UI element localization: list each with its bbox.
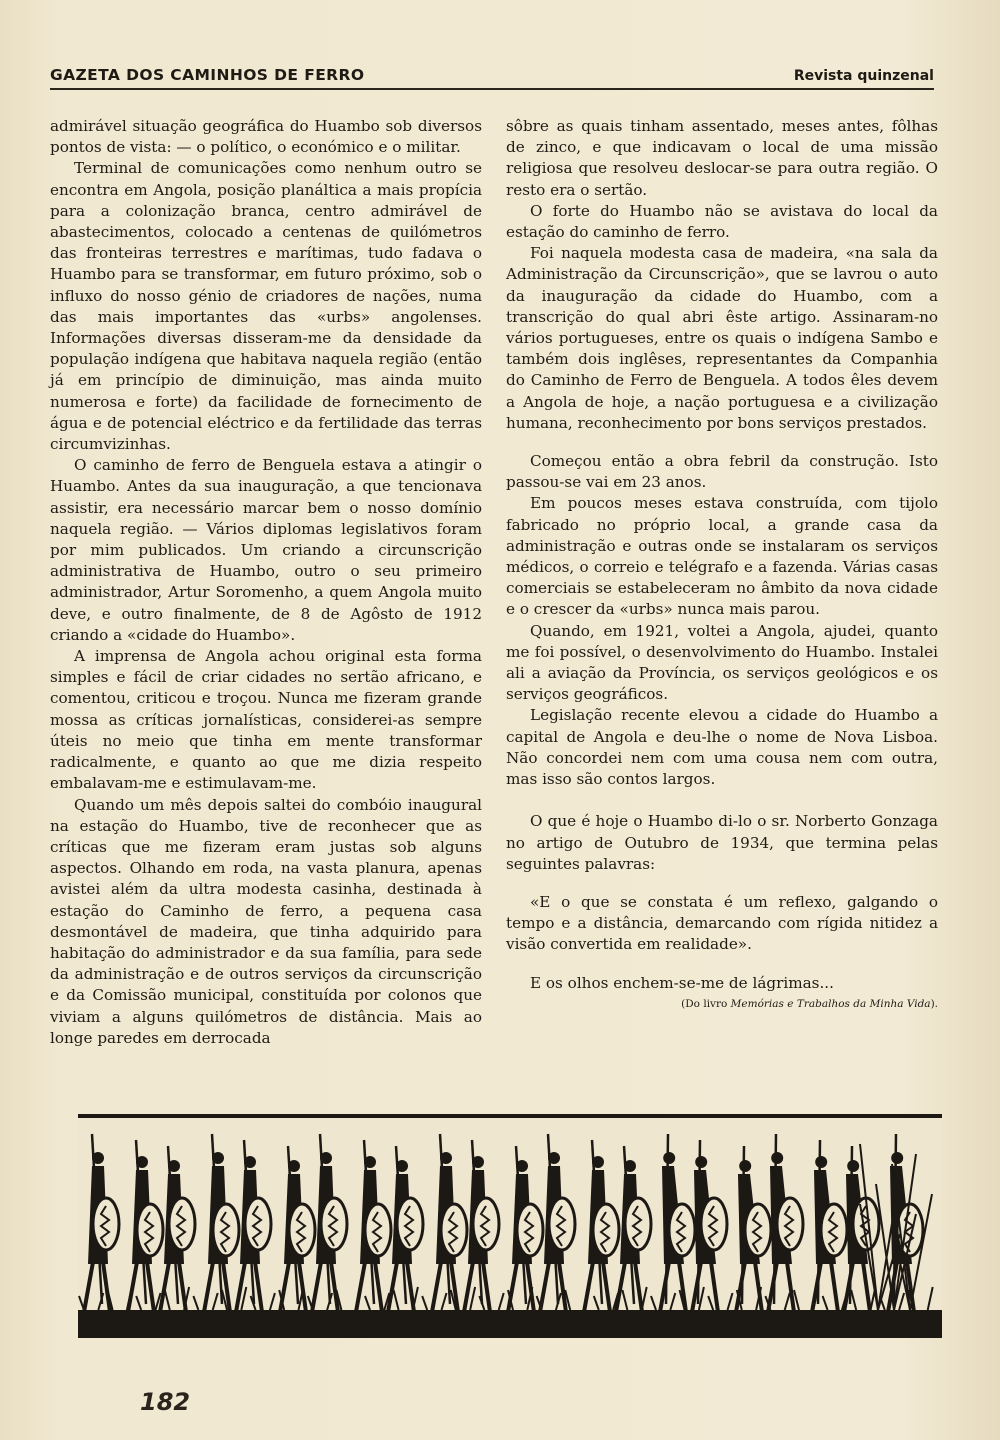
woodcut-illustration-svg [78,1114,942,1338]
spacer [506,790,938,811]
page-number: 182 [140,1388,191,1416]
right-column [506,116,938,1015]
left-column [50,116,482,1049]
paragraph: Em poucos meses estava construída, com tijolo fabricado no próprio local, a grande casa da administração e outras onde se instalaram os serviços médicos, o correio e telégrafo e a fazenda. Várias casas comerciais se estabeleceram no âmbito da nova cidade e o crescer da «urbs» nunca mais parou. [506,494,938,619]
quote-paragraph: «E o que se constata é um reflexo, galgando o tempo e a distância, demarcando com rígida nitidez a visão convertida em realidade». [506,892,938,954]
header-rule [50,88,934,90]
page-header [50,58,934,84]
spacer [506,434,938,451]
spacer [506,875,938,892]
paragraph: E os olhos enchem-se-me de lágrimas... [530,973,834,992]
journal-subtitle: Revista quinzenal [793,68,934,84]
paragraph: Terminal de comunicações como nenhum outro se encontra em Angola, posição planáltica a mais propícia para a colonização branca, centro admirável de abastecimentos, colocado a centenas de quilómetros das fronteiras terrestres e marítimas, tudo fadava o Huambo para se transformar, em futuro próximo, sob o influxo do nosso génio de criadores de nações, numa das mais importantes das «urbs» angolenses. Informações diversas disseram-me da densidade da população indígena que habitava naquela região (então já em princípio de diminuição, mas ainda muito numerosa e forte) da facilidade de fornecimento de água e de potencial eléctrico e da fertilidade das terras circumvizinhas. [50,159,482,454]
paragraph: Foi naquela modesta casa de madeira, «na sala da Administração da Circunscrição», que se lavrou o auto da inauguração da cidade do Huambo, com a transcrição do qual abri êste artigo. Assinaram-no vários portugueses, entre os quais o indígena Sambo e também dois inglêses, representantes da Companhia do Caminho de Ferro de Benguela. A todos êles devem a Angola de hoje, a nação portuguesa e a civilização humana, reconhecimento por bons serviços prestados. [506,244,938,432]
paragraph: O forte do Huambo não se avistava do local da estação do caminho de ferro. [506,201,938,242]
paragraph: O que é hoje o Huambo di-lo o sr. Norberto Gonzaga no artigo de Outubro de 1934, que termina pelas seguintes palavras: [506,812,938,873]
paragraph: Começou então a obra febril da construção. Isto passou-se vai em 23 anos. [506,452,938,492]
paragraph: Quando um mês depois saltei do combóio inaugural na estação do Huambo, tive de reconhecer que as críticas que me fizeram eram justas sob alguns aspectos. Olhando em roda, na vasta planura, apenas avistei além da ultra modesta casinha, destinada à estação do Caminho de ferro, a pequena casa desmontável de madeira, que tinha adquirido para habitação do administrador e da sua família, para sede da administração e de outros serviços da circunscrição e da Comissão municipal, constituída por colonos que viviam a alguns quilómetros de distância. Mais ao longe paredes em derrocada [50,795,482,1047]
paragraph: admirável situação geográfica do Huambo sob diversos pontos de vista: — o político, o económico e o militar. [50,117,482,157]
paragraph: Legislação recente elevou a cidade do Huambo a capital de Angola e deu-lhe o nome de Nova Lisboa. Não concordei nem com uma cousa nem com outra, mas isso são contos largos. [506,706,938,789]
source-book-title: Memórias e Trabalhos da Minha Vida [730,997,931,1010]
paragraph: sôbre as quais tinham assentado, meses antes, fôlhas de zinco, e que indicavam o local de uma missão religiosa que resolveu deslocar-se para outra região. O resto era o sertão. [506,117,938,199]
woodcut-warriors-illustration [78,1114,942,1338]
paragraph: Quando, em 1921, voltei a Angola, ajudei, quanto me foi possível, o desenvolvimento do Huambo. Instalei ali a aviação da Província, os serviços geológicos e os serviços geográficos. [506,621,938,704]
paragraph: A imprensa de Angola achou original esta forma simples e fácil de criar cidades no sertão africano, e comentou, criticou e troçou. Nunca me fizeram grande mossa as críticas jornalísticas, considerei-as sempre úteis no meio que tinha em mente transformar radicalmente, e quanto ao que me dizia respeito embalavam-me e estimulavam-me. [50,647,482,793]
source-citation: (Do livro Memórias e Trabalhos da Minha Vida). [681,997,938,1010]
spacer [506,956,938,973]
paragraph: O caminho de ferro de Benguela estava a atingir o Huambo. Antes da sua inauguração, a que tencionava assistir, era necessário marcar bem o nosso domínio naquela região. — Vários diplomas legislativos foram por mim publicados. Um criando a circunscrição administrativa de Huambo, outro o seu primeiro administrador, Artur Soromenho, a quem Angola muito deve, e outro finalmente, de 8 de Agôsto de 1912 criando a «cidade do Huambo». [50,456,482,644]
journal-title: GAZETA DOS CAMINHOS DE FERRO [50,66,365,84]
